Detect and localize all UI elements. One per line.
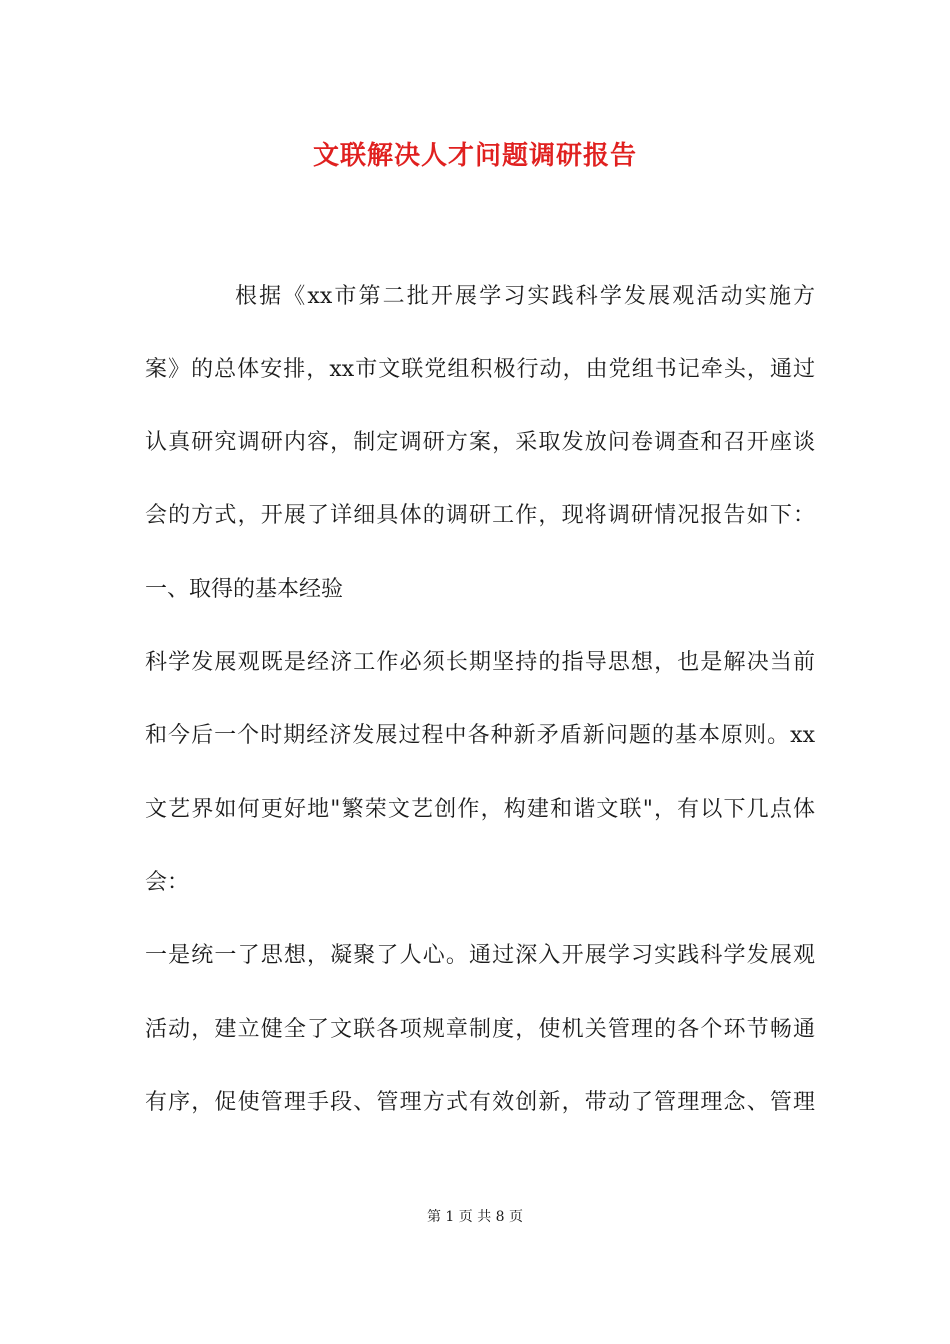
body-line-6: 科学发展观既是经济工作必须长期坚持的指导思想，也是解决当前: [145, 650, 815, 675]
body-line-4: 会的方式，开展了详细具体的调研工作，现将调研情况报告如下：: [145, 503, 815, 528]
section-heading-1: 一、取得的基本经验: [145, 577, 344, 602]
body-line-11: 活动，建立健全了文联各项规章制度，使机关管理的各个环节畅通: [145, 1017, 815, 1042]
page-number-footer: 第 1 页 共 8 页: [426, 1209, 524, 1225]
body-line-2: 案》的总体安排，xx市文联党组积极行动，由党组书记牵头，通过: [145, 357, 815, 382]
body-line-9: 会：: [145, 870, 190, 895]
body-line-12: 有序，促使管理手段、管理方式有效创新，带动了管理理念、管理: [145, 1090, 815, 1115]
body-line-3: 认真研究调研内容，制定调研方案，采取发放问卷调查和召开座谈: [145, 430, 815, 455]
body-line-7: 和今后一个时期经济发展过程中各种新矛盾新问题的基本原则。xx: [145, 723, 815, 748]
body-line-8: 文艺界如何更好地"繁荣文艺创作，构建和谐文联"，有以下几点体: [145, 797, 815, 822]
body-line-10: 一是统一了思想，凝聚了人心。通过深入开展学习实践科学发展观: [145, 943, 815, 968]
body-line-1: 根据《xx市第二批开展学习实践科学发展观活动实施方: [235, 284, 815, 309]
document-title: 文联解决人才问题调研报告: [312, 141, 637, 171]
